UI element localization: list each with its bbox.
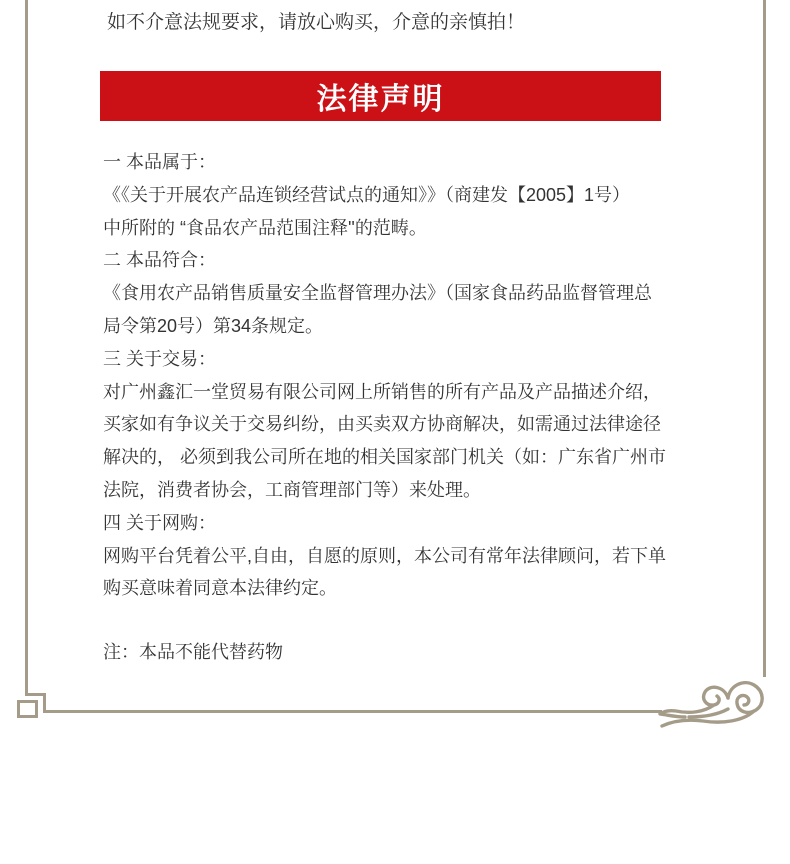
legal-line: 四 关于网购：: [103, 512, 217, 533]
frame-bottom-border: [43, 710, 662, 713]
disclaimer-note: 注：本品不能代替药物: [103, 642, 283, 662]
corner-square-icon: [17, 700, 38, 718]
legal-line: 对广州鑫汇一堂贸易有限公司网上所销售的所有产品及产品描述介绍，: [103, 381, 661, 402]
auspicious-cloud-icon: [658, 676, 768, 730]
legal-line: 一 本品属于：: [103, 152, 217, 172]
banner-title: 法律声明: [316, 82, 445, 117]
legal-line: 《食用农产品销售质量安全监督管理办法》（国家食品药品监督管理总: [103, 283, 652, 304]
legal-line: 购买意味着同意本法律约定。: [103, 578, 337, 599]
legal-text-block: [103, 146, 683, 605]
legal-line: 法院，消费者协会，工商管理部门等）来处理。: [103, 479, 481, 500]
frame-corner-step-v: [43, 693, 46, 713]
legal-line: 《《关于开展农产品连锁经营试点的通知》》（商建发【2005】1号）: [103, 184, 631, 205]
legal-line: 中所附的 “食品农产品范围注释''的范畴。: [103, 217, 427, 238]
legal-line: 网购平台凭着公平,自由，自愿的原则，本公司有常年法律顾问，若下单: [103, 545, 666, 566]
legal-line: 解决的， 必须到我公司所在地的相关国家部门机关（如：广东省广州市: [103, 447, 666, 468]
frame-left-border: [25, 0, 28, 696]
legal-line: 三 关于交易：: [103, 348, 217, 369]
purchase-notice-text: 如不介意法规要求，请放心购买，介意的亲慎拍！: [107, 12, 526, 33]
legal-line: 局令第20号）第34条规定。: [103, 315, 324, 336]
legal-line: 二 本品符合：: [103, 250, 217, 271]
frame-right-border: [763, 0, 766, 677]
legal-line: 买家如有争议关于交易纠纷，由买卖双方协商解决，如需通过法律途径: [103, 414, 661, 435]
legal-statement-banner: [100, 71, 661, 121]
